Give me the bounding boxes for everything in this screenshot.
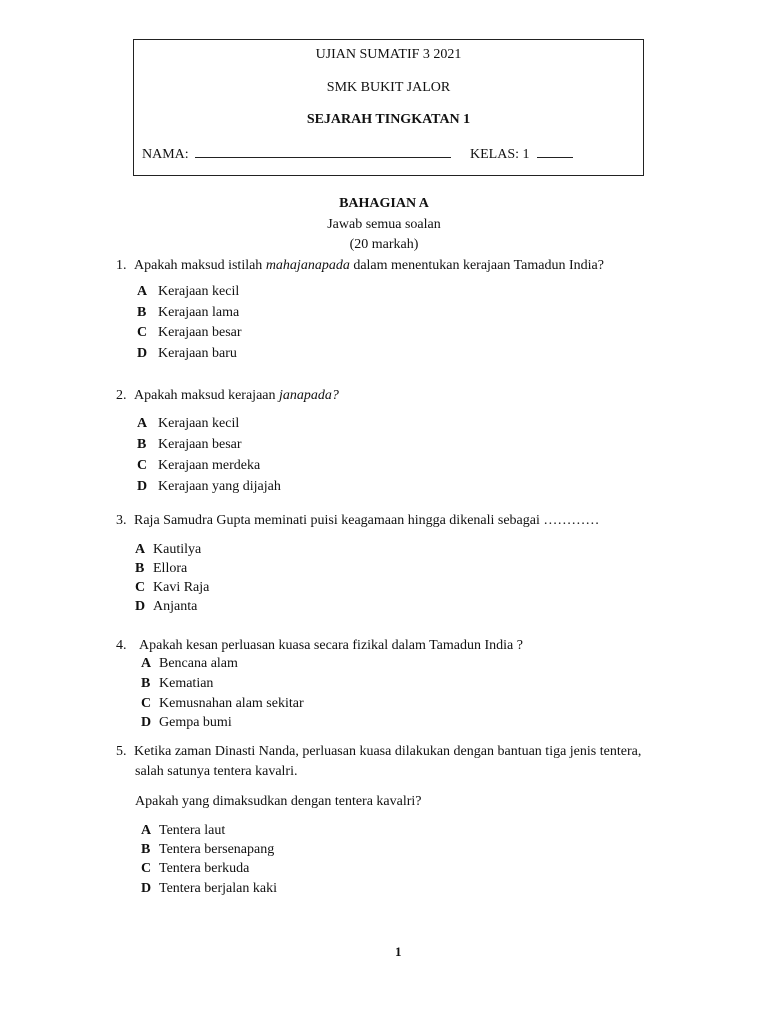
question-text: Apakah maksud istilah mahajanapada dalam menentukan kerajaan Tamadun India?	[134, 258, 604, 273]
nama-row	[142, 148, 451, 162]
option-b[interactable]: B Kerajaan lama	[137, 305, 240, 320]
question-number: 4.	[116, 638, 127, 653]
question-text: Raja Samudra Gupta meminati puisi keagamaan hingga dikenali sebagai …………	[134, 513, 600, 528]
question-5	[116, 745, 641, 759]
option-d[interactable]: D Kerajaan baru	[137, 346, 237, 361]
question-text: Apakah maksud kerajaan janapada?	[134, 388, 339, 403]
nama-label: NAMA:	[142, 147, 189, 162]
option-c[interactable]: C Kerajaan merdeka	[137, 458, 261, 473]
option-a[interactable]: A Kautilya	[135, 542, 202, 557]
option-b[interactable]: B Ellora	[135, 561, 188, 576]
question-text: Apakah kesan perluasan kuasa secara fizikal dalam Tamadun India ?	[139, 638, 523, 653]
kelas-label: KELAS: 1	[470, 147, 530, 162]
question-text-line2: salah satunya tentera kavalri.	[135, 764, 298, 779]
option-d[interactable]: D Tentera berjalan kaki	[141, 881, 277, 896]
question-text-line1: Ketika zaman Dinasti Nanda, perluasan kuasa dilakukan dengan bantuan tiga jenis tentera,	[134, 744, 642, 759]
page-number: 1	[395, 944, 402, 959]
option-a[interactable]: A Kerajaan kecil	[137, 416, 240, 431]
section-title: BAHAGIAN A	[339, 196, 429, 211]
option-b[interactable]: B Kematian	[141, 676, 214, 691]
school-name: SMK BUKIT JALOR	[326, 80, 451, 95]
exam-title: UJIAN SUMATIF 3 2021	[315, 47, 462, 62]
question-2	[116, 389, 339, 403]
option-a[interactable]: A Tentera laut	[141, 823, 226, 838]
nama-field[interactable]	[195, 157, 451, 158]
question-1	[116, 259, 604, 273]
question-number: 5.	[116, 744, 127, 759]
option-c[interactable]: C Kemusnahan alam sekitar	[141, 696, 304, 711]
kelas-field[interactable]	[537, 157, 573, 158]
question-number: 3.	[116, 513, 127, 528]
subject-title: SEJARAH TINGKATAN 1	[306, 112, 471, 127]
option-c[interactable]: C Kerajaan besar	[137, 325, 242, 340]
option-d[interactable]: D Kerajaan yang dijajah	[137, 479, 281, 494]
option-b[interactable]: B Tentera bersenapang	[141, 842, 275, 857]
option-d[interactable]: D Anjanta	[135, 599, 198, 614]
question-3	[116, 514, 599, 528]
option-c[interactable]: C Tentera berkuda	[141, 861, 250, 876]
section-instruction: Jawab semua soalan	[327, 217, 441, 232]
option-a[interactable]: A Kerajaan kecil	[137, 284, 240, 299]
section-marks: (20 markah)	[349, 237, 419, 252]
question-4	[116, 639, 523, 653]
option-c[interactable]: C Kavi Raja	[135, 580, 210, 595]
option-d[interactable]: D Gempa bumi	[141, 715, 232, 730]
question-number: 2.	[116, 388, 127, 403]
kelas-row	[470, 148, 573, 162]
question-number: 1.	[116, 258, 127, 273]
option-a[interactable]: A Bencana alam	[141, 656, 238, 671]
question-stem: Apakah yang dimaksudkan dengan tentera kavalri?	[135, 794, 422, 809]
option-b[interactable]: B Kerajaan besar	[137, 437, 242, 452]
